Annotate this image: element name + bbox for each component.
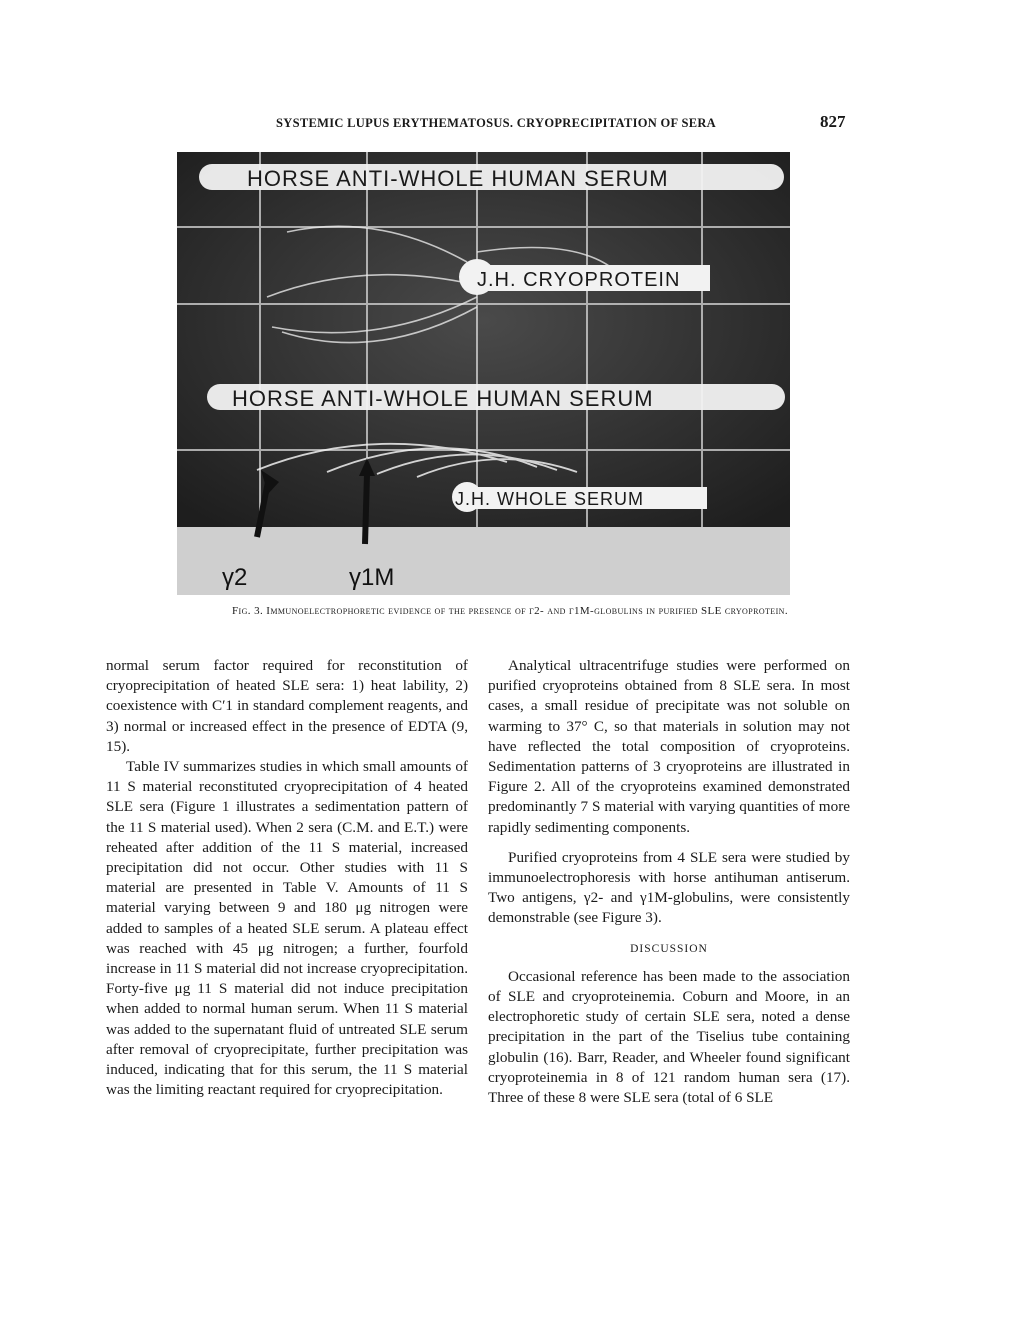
gamma-2-label: γ2 (222, 564, 248, 591)
page-number: 827 (820, 112, 846, 131)
left-paragraph-2: Table IV summarizes studies in which small amounts of 11 S material reconstituted cryoprecipitation of 4 heated SLE sera (Figure 1 illustrates a sedimentation pattern of the 11 S material used). When 2 sera (C.M. and E.T.) were reheated after addition of the 11 S material, increased precipitation did not occur. Other studies with 11 S material are presented in Table V. Amounts of 11 S material varying between 9 and 180 μg nitrogen were added to samples of a heated SLE serum. A plateau effect was reached with 45 μg nitrogen; a further, fourfold increase in 11 S material did not increase cryoprecipitation. Forty-five μg 11 S material did not induce precipitation when added to normal human serum. When 11 S material was added to the supernatant fluid of untreated SLE serum after removal of cryoprecipitate, further precipitation was induced, indicating that for this serum, the 11 S material was the limiting reactant required for cryoprecipitation. (106, 758, 468, 1099)
figure-caption-text: Immunoelectrophoretic evidence of the presence of γ2- and γ1M-globulins in purified SLE cryoprotein. (266, 605, 788, 617)
right-paragraph-3: Occasional reference has been made to the association of SLE and cryoproteinemia. Coburn and Moore, in an electrophoretic study of certain SLE sera, noted a dense precipitation in the part of the Tiselius tube containing globulin (16). Barr, Reader, and Wheeler found significant cryoproteinemia in 8 of 121 random human sera (17). Three of these 8 were SLE sera (total of 6 SLE (488, 967, 850, 1107)
left-paragraph-1: normal serum factor required for reconstitution of cryoprecipitation of heated SLE sera: 1) heat lability, 2) coexistence with C′1 in standard complement reagents, and 3) normal or increased effect in the presence of EDTA (9, 15). (106, 657, 468, 755)
discussion-heading: DISCUSSION (630, 942, 708, 955)
top-trough-label: HORSE ANTI-WHOLE HUMAN SERUM (247, 166, 669, 191)
figure-caption-prefix: Fig. 3. (232, 605, 264, 617)
upper-well-label: J.H. CRYOPROTEIN (477, 269, 681, 291)
right-paragraph-1: Analytical ultracentrifuge studies were performed on purified cryoproteins obtained from 8 SLE sera. In most cases, a small residue of precipitate was not soluble on warming to 37° C, so that materials in solution may not have reflected the total composition of cryoproteins. Sedimentation patterns of 3 cryoproteins are illustrated in Figure 2. All of the cryoproteins examined demonstrated predominantly 7 S material with varying quantities of more rapidly sedimenting components. (488, 657, 850, 836)
running-head: SYSTEMIC LUPUS ERYTHEMATOSUS. CRYOPRECIPITATION OF SERA (276, 116, 716, 130)
left-column (106, 656, 468, 1100)
right-paragraph-2: Purified cryoproteins from 4 SLE sera were studied by immunoelectrophoresis with horse antihuman antiserum. Two antigens, γ2- and γ1M-globulins, were consistently demonstrable (see Figure 3). (488, 848, 850, 927)
right-column (488, 656, 850, 1108)
lower-well-label: J.H. WHOLE SERUM (455, 489, 645, 509)
figure-3-photograph (177, 152, 790, 595)
middle-trough-label: HORSE ANTI-WHOLE HUMAN SERUM (232, 386, 654, 411)
figure-caption (200, 602, 820, 620)
gamma-1m-label: γ1M (349, 564, 395, 591)
